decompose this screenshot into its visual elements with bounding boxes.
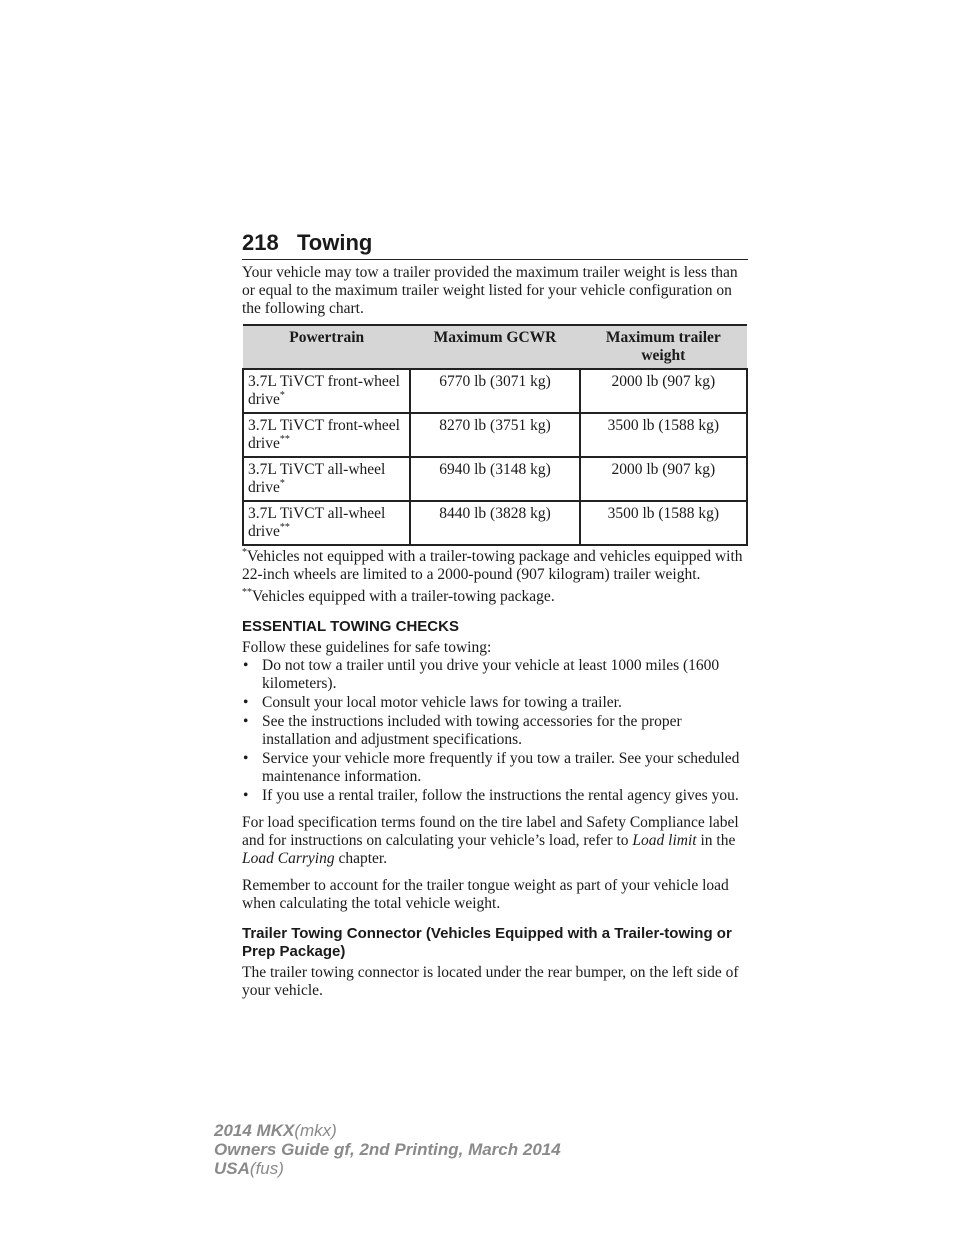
footer-guide-line bbox=[214, 1140, 561, 1159]
footnote-mark: * bbox=[279, 389, 285, 401]
footer-market: USA bbox=[214, 1159, 250, 1178]
load-text-before: For load specification terms found on the tire label and Safety Compliance label and for instructions on calculating your vehicle’s load, refer to bbox=[242, 814, 739, 849]
list-item bbox=[242, 657, 748, 693]
cell-powertrain bbox=[243, 501, 410, 545]
footer-model-code: (mkx) bbox=[294, 1121, 337, 1140]
footer-guide: Owners Guide gf, 2nd Printing, March 2014 bbox=[214, 1140, 561, 1159]
cell-trailer-weight: 2000 lb (907 kg) bbox=[580, 457, 747, 501]
footnote-single-asterisk bbox=[242, 548, 748, 584]
table-row bbox=[243, 501, 747, 545]
bullet-icon: • bbox=[243, 750, 249, 767]
table-header-row bbox=[243, 325, 747, 369]
list-item bbox=[242, 713, 748, 749]
load-text-after: chapter. bbox=[334, 850, 388, 867]
cell-gcwr: 6770 lb (3071 kg) bbox=[410, 369, 579, 413]
footnote-mark: * bbox=[242, 546, 247, 558]
towing-capacity-table bbox=[242, 324, 748, 546]
footer-model-line bbox=[214, 1121, 561, 1140]
page-content bbox=[242, 230, 748, 1000]
bullet-icon: • bbox=[243, 657, 249, 674]
list-item-text: Service your vehicle more frequently if you tow a trailer. See your scheduled maintenance information. bbox=[262, 750, 740, 785]
load-carrying-reference: Load Carrying bbox=[242, 850, 335, 867]
list-item-text: Do not tow a trailer until you drive your vehicle at least 1000 miles (1600 kilometers). bbox=[262, 657, 720, 692]
list-item-text: See the instructions included with towing accessories for the proper installation and adjustment specifications. bbox=[262, 713, 682, 748]
checks-list bbox=[242, 657, 748, 805]
column-header-powertrain: Powertrain bbox=[243, 325, 410, 369]
heading-essential-towing-checks: ESSENTIAL TOWING CHECKS bbox=[242, 618, 459, 635]
powertrain-text: 3.7L TiVCT front-wheel drive bbox=[248, 417, 400, 452]
footnote-mark: * bbox=[279, 477, 285, 489]
section-title: Towing bbox=[297, 230, 373, 255]
page-header bbox=[242, 230, 748, 260]
intro-paragraph: Your vehicle may tow a trailer provided the maximum trailer weight is less than or equal to the maximum trailer weight listed for your vehicle configuration on the following chart. bbox=[242, 264, 738, 317]
tongue-weight-paragraph: Remember to account for the trailer tongue weight as part of your vehicle load when calculating the total vehicle weight. bbox=[242, 877, 729, 912]
footnote-mark: ** bbox=[279, 433, 290, 445]
cell-powertrain bbox=[243, 369, 410, 413]
cell-gcwr: 6940 lb (3148 kg) bbox=[410, 457, 579, 501]
cell-gcwr: 8270 lb (3751 kg) bbox=[410, 413, 579, 457]
cell-trailer-weight: 2000 lb (907 kg) bbox=[580, 369, 747, 413]
cell-trailer-weight: 3500 lb (1588 kg) bbox=[580, 501, 747, 545]
column-header-gcwr: Maximum GCWR bbox=[410, 325, 579, 369]
footer-market-line bbox=[214, 1159, 561, 1178]
footnote-mark: ** bbox=[279, 521, 290, 533]
cell-powertrain bbox=[243, 457, 410, 501]
list-item bbox=[242, 694, 748, 712]
load-specification-paragraph bbox=[242, 814, 748, 868]
powertrain-text: 3.7L TiVCT front-wheel drive bbox=[248, 373, 400, 408]
heading-trailer-towing-connector: Trailer Towing Connector (Vehicles Equipped with a Trailer-towing or Prep Package) bbox=[242, 925, 732, 960]
footer-model: 2014 MKX bbox=[214, 1121, 295, 1140]
table-row bbox=[243, 369, 747, 413]
footnote-mark: ** bbox=[242, 586, 252, 598]
footnote-double-asterisk bbox=[242, 588, 748, 606]
cell-trailer-weight: 3500 lb (1588 kg) bbox=[580, 413, 747, 457]
column-header-trailer-weight: Maximum trailer weight bbox=[580, 325, 747, 369]
load-text-middle: in the bbox=[696, 832, 736, 849]
connector-paragraph: The trailer towing connector is located under the rear bumper, on the left side of your vehicle. bbox=[242, 964, 739, 999]
checks-lead: Follow these guidelines for safe towing: bbox=[242, 639, 492, 656]
list-item bbox=[242, 787, 748, 805]
table-row bbox=[243, 457, 747, 501]
cell-powertrain bbox=[243, 413, 410, 457]
footer-market-code: (fus) bbox=[249, 1159, 284, 1178]
page-number: 218 bbox=[242, 230, 279, 255]
list-item bbox=[242, 750, 748, 786]
page-footer bbox=[214, 1121, 561, 1178]
bullet-icon: • bbox=[243, 787, 249, 804]
footnote-text: Vehicles equipped with a trailer-towing package. bbox=[252, 588, 555, 605]
cell-gcwr: 8440 lb (3828 kg) bbox=[410, 501, 579, 545]
footnote-text: Vehicles not equipped with a trailer-towing package and vehicles equipped with 22-inch wheels are limited to a 2000-pound (907 kilogram) trailer weight. bbox=[242, 548, 743, 583]
powertrain-text: 3.7L TiVCT all-wheel drive bbox=[248, 461, 386, 496]
powertrain-text: 3.7L TiVCT all-wheel drive bbox=[248, 505, 386, 540]
table-row bbox=[243, 413, 747, 457]
load-limit-reference: Load limit bbox=[632, 832, 697, 849]
bullet-icon: • bbox=[243, 694, 249, 711]
list-item-text: If you use a rental trailer, follow the instructions the rental agency gives you. bbox=[262, 787, 739, 804]
list-item-text: Consult your local motor vehicle laws for towing a trailer. bbox=[262, 694, 622, 711]
bullet-icon: • bbox=[243, 713, 249, 730]
